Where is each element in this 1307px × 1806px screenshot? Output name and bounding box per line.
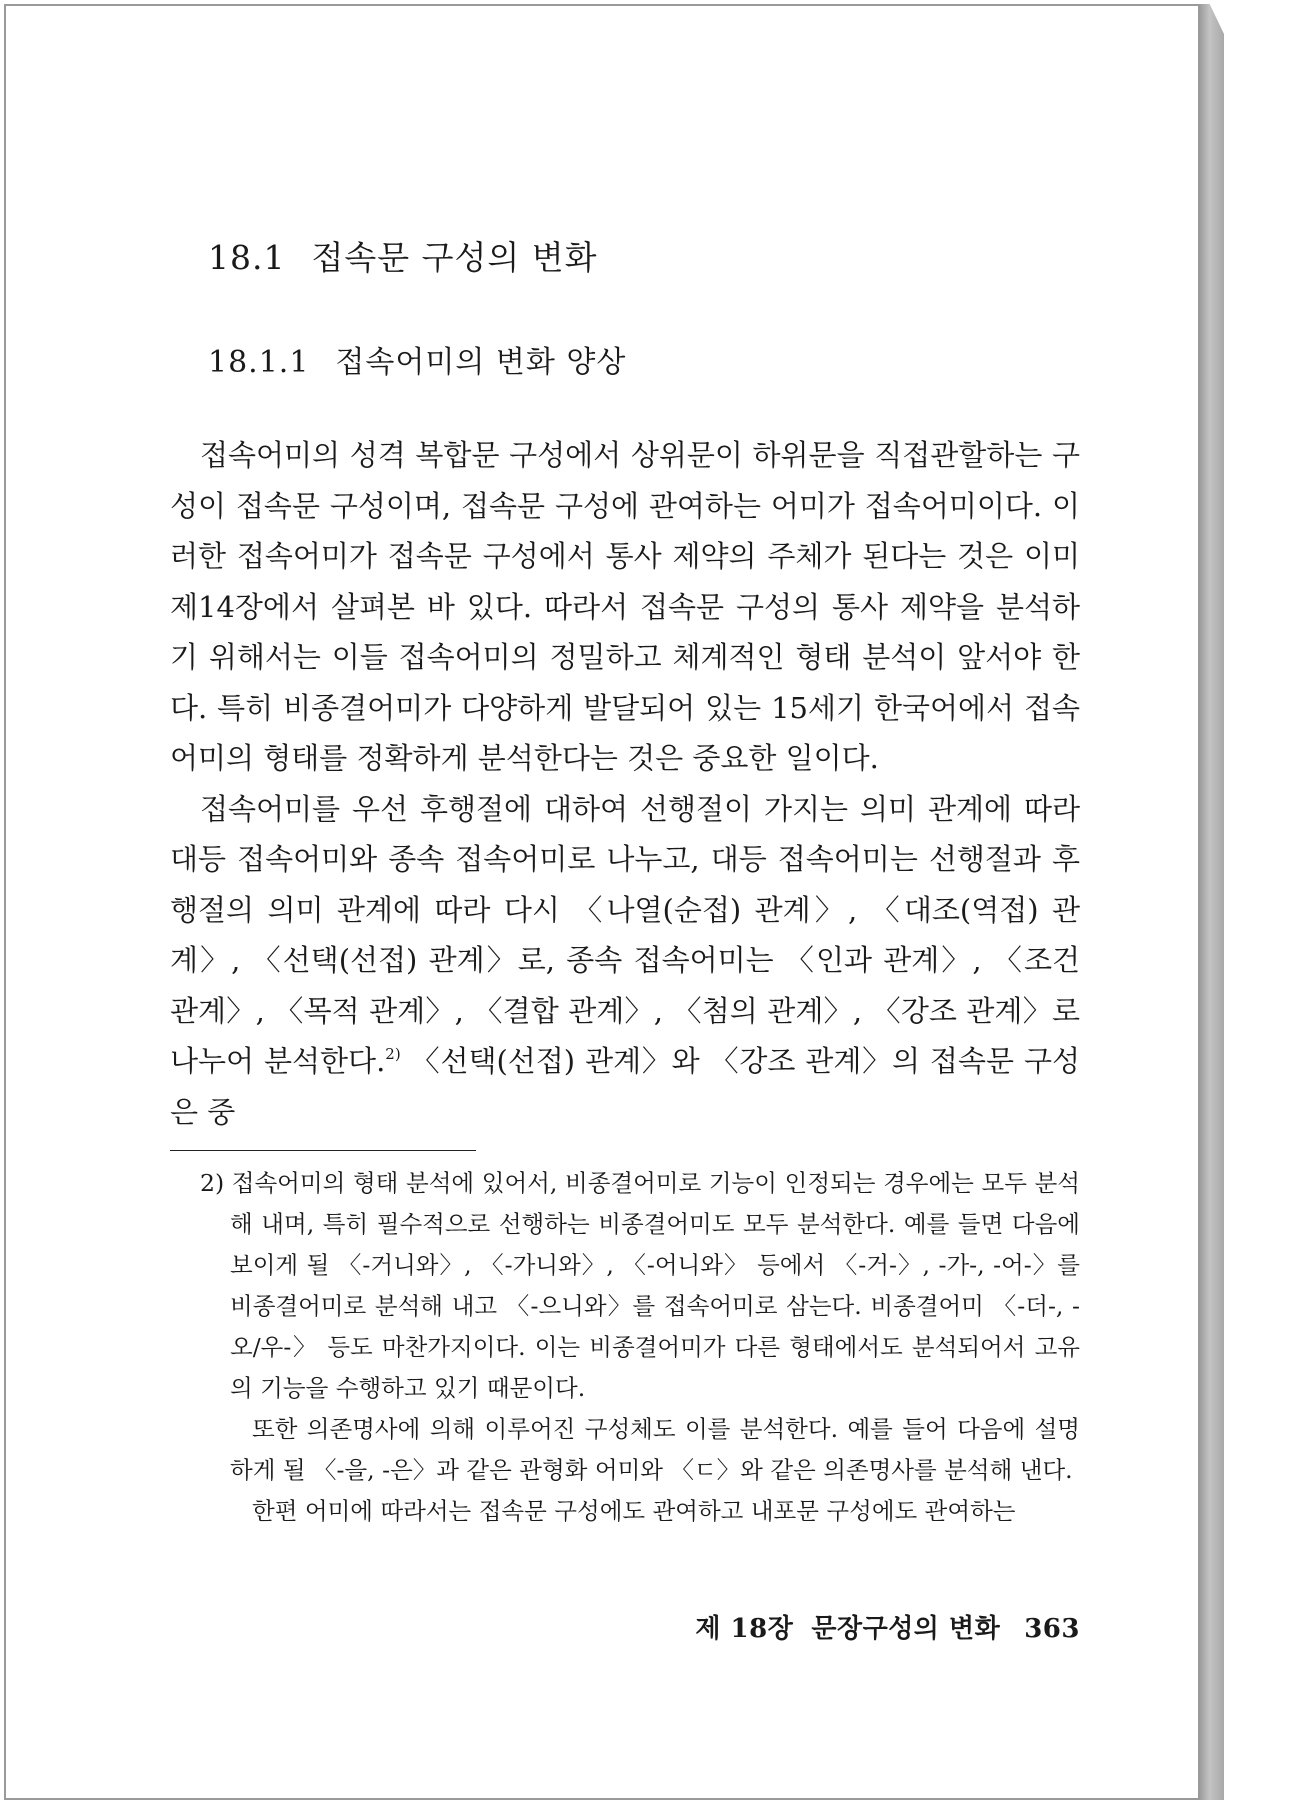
running-footer: [695, 1608, 1080, 1645]
subsection-number: 18.1.1: [208, 345, 310, 380]
subsection-heading: [208, 337, 626, 381]
body-text: [170, 430, 1080, 1137]
body-paragraph-2-text: 접속어미를 우선 후행절에 대하여 선행절이 가지는 의미 관계에 따라 대등 접속어미와 종속 접속어미로 나누고, 대등 접속어미는 선행절과 후행절의 의미 관계에 따라 다시 〈나열(순접) 관계〉, 〈대조(역접) 관계〉, 〈선택(선접) 관계〉로, 종속 접속어미는 〈인과 관계〉, 〈조건 관계〉, 〈목적 관계〉, 〈결합 관계〉, 〈첨의 관계〉, 〈강조 관계〉로 나누어 분석한다.: [170, 791, 1080, 1078]
footnote-paragraph-3: 한편 어미에 따라서는 접속문 구성에도 관여하고 내포문 구성에도 관여하는: [252, 1497, 1016, 1525]
footnote-paragraph-1: 2) 접속어미의 형태 분석에 있어서, 비종결어미로 기능이 인정되는 경우에는 모두 분석해 내며, 특히 필수적으로 선행하는 비종결어미도 모두 분석한다. 예를 들면 다음에 보이게 될 〈-거니와〉, 〈-가니와〉, 〈-어니와〉 등에서 〈-거-〉, -가-, -어-〉를 비종결어미로 분석해 내고 〈-으니와〉를 접속어미로 삼는다. 비종결어미 〈-더-, -오/우-〉 등도 마찬가지이다. 이는 비종결어미가 다른 형태에서도 분석되어서 고유의 기능을 수행하고 있기 때문이다.: [200, 1169, 1080, 1402]
section-title: 접속문 구성의 변화: [311, 238, 598, 277]
body-paragraph-2-tail: 〈선택(선접) 관계〉와 〈강조 관계〉의 접속문 구성은 중: [170, 1044, 1080, 1129]
footnotes: [200, 1163, 1080, 1532]
page-number: 363: [1024, 1614, 1080, 1644]
section-heading: [208, 232, 598, 279]
body-paragraph-1: 접속어미의 성격 복합문 구성에서 상위문이 하위문을 직접관할하는 구성이 접속문 구성이며, 접속문 구성에 관여하는 어미가 접속어미이다. 이러한 접속어미가 접속문 구성에서 통사 제약의 주체가 된다는 것은 이미 제14장에서 살펴본 바 있다. 따라서 접속문 구성의 통사 제약을 분석하기 위해서는 이들 접속어미의 정밀하고 체계적인 형태 분석이 앞서야 한다. 특히 비종결어미가 다양하게 발달되어 있는 15세기 한국어에서 접속어미의 형태를 정확하게 분석한다는 것은 중요한 일이다.: [170, 438, 1080, 775]
footnote-divider: [170, 1150, 476, 1151]
footer-chapter-title: 문장구성의 변화: [811, 1614, 1001, 1644]
section-number: 18.1: [208, 238, 286, 277]
footnote-reference: 2): [385, 1045, 401, 1063]
footer-chapter: 제 18장: [695, 1614, 794, 1644]
body-paragraph-2: [170, 784, 1080, 1138]
subsection-title: 접속어미의 변화 양상: [335, 345, 627, 380]
page-edge: [1200, 4, 1224, 1800]
footnote-paragraph-2: 또한 의존명사에 의해 이루어진 구성체도 이를 분석한다. 예를 들어 다음에 설명하게 될 〈-을, -은〉과 같은 관형화 어미와 〈ㄷ〉와 같은 의존명사를 분석해 낸다.: [230, 1415, 1080, 1484]
